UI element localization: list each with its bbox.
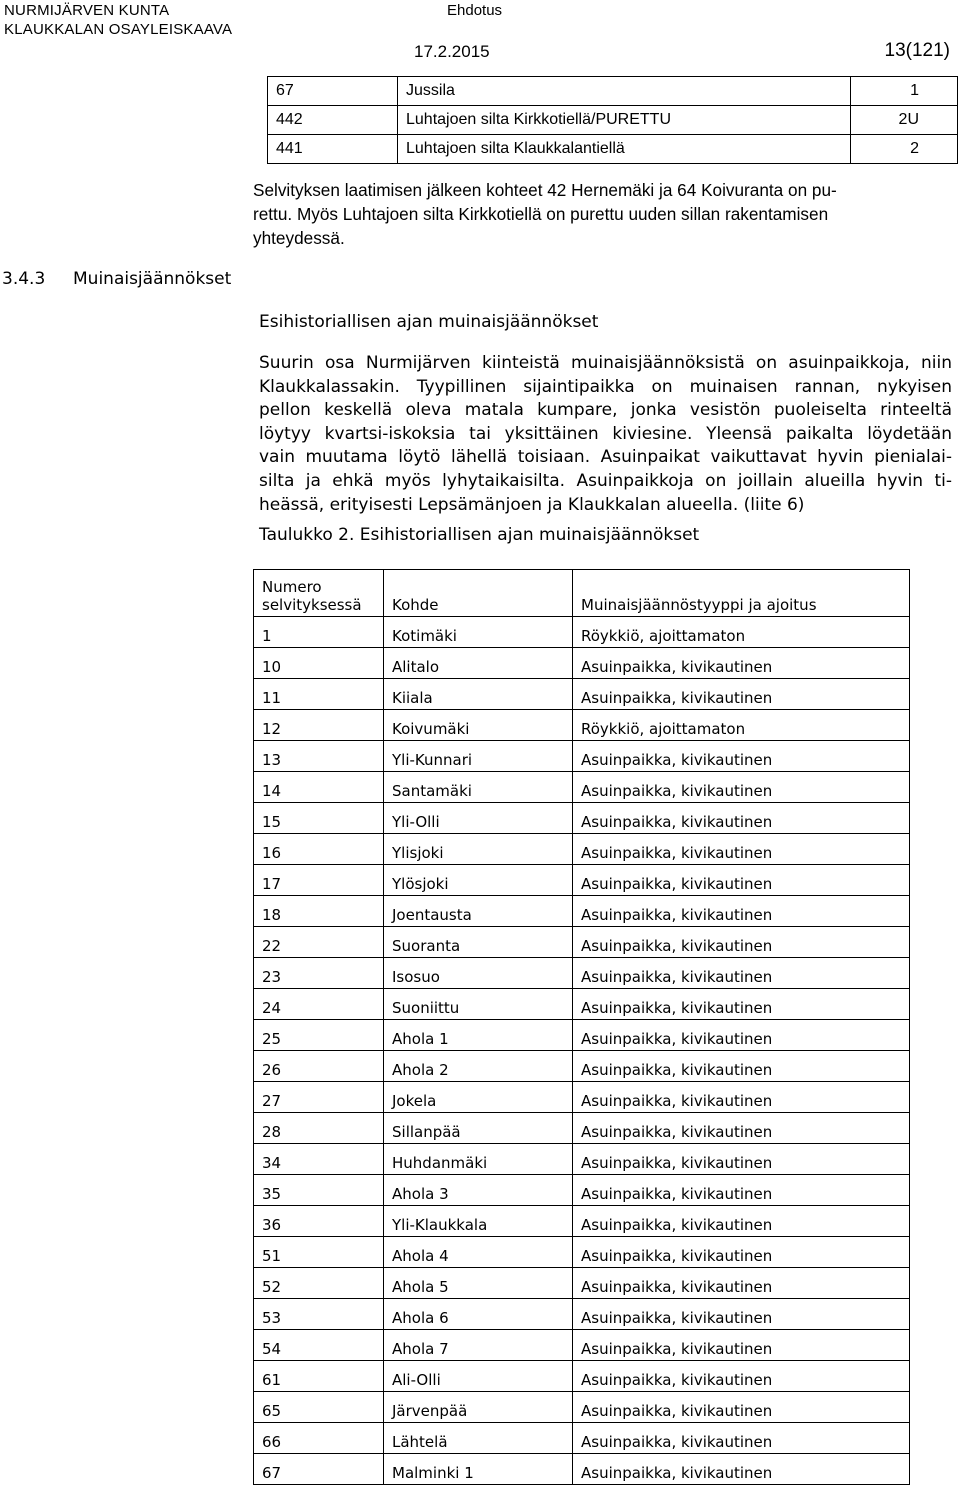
table-row [254, 710, 910, 741]
cell-site: Alitalo [384, 648, 573, 679]
cell-site: Ahola 5 [384, 1268, 573, 1299]
table-row [254, 1392, 910, 1423]
cell-type: Asuinpaikka, kivikautinen [573, 989, 910, 1020]
table-row [254, 679, 910, 710]
table-row [254, 834, 910, 865]
table-row [254, 803, 910, 834]
cell-type: Asuinpaikka, kivikautinen [573, 896, 910, 927]
cell-type: Asuinpaikka, kivikautinen [573, 1237, 910, 1268]
intro-line: rettu. Myös Luhtajoen silta Kirkkotiellä on purettu uuden sillan rakentamisen [253, 204, 829, 224]
cell-number: 34 [254, 1144, 384, 1175]
table-header-row [254, 570, 910, 617]
table-row [254, 1423, 910, 1454]
intro-line: yhteydessä. [253, 228, 345, 248]
table-row [254, 1361, 910, 1392]
table-row [254, 1144, 910, 1175]
cell-site: Ahola 3 [384, 1175, 573, 1206]
body-line: Suurin osa Nurmijärven kiinteistä muinaisjäännöksistä on asuinpaikkoja, niin [259, 353, 952, 373]
cell-number: 441 [268, 135, 398, 164]
cell-number: 27 [254, 1082, 384, 1113]
cell-site: Ylösjoki [384, 865, 573, 896]
cell-site: Lähtelä [384, 1423, 573, 1454]
cell-type: Asuinpaikka, kivikautinen [573, 1206, 910, 1237]
cell-site: Ahola 6 [384, 1299, 573, 1330]
table-row [254, 1020, 910, 1051]
table-row [254, 1454, 910, 1485]
cell-site: Jokela [384, 1082, 573, 1113]
header-site: Kohde [384, 570, 573, 617]
cell-site: Ahola 4 [384, 1237, 573, 1268]
body-line: pellon keskellä oleva matala kumpare, jonka vesistön puoleiselta rinteeltä [259, 400, 952, 421]
body-line: silta ja ehkä myös lyhytaikaisilta. Asuinpaikkoja on joillain alueilla hyvin ti- [259, 470, 952, 491]
cell-number: 14 [254, 772, 384, 803]
table-row [268, 135, 958, 164]
cell-type: Asuinpaikka, kivikautinen [573, 803, 910, 834]
cell-type: Asuinpaikka, kivikautinen [573, 1299, 910, 1330]
cell-number: 10 [254, 648, 384, 679]
cell-type: Asuinpaikka, kivikautinen [573, 1051, 910, 1082]
cell-type: Asuinpaikka, kivikautinen [573, 834, 910, 865]
cell-number: 53 [254, 1299, 384, 1330]
cell-site: Yli-Klaukkala [384, 1206, 573, 1237]
table-row [254, 865, 910, 896]
cell-name: Luhtajoen silta Klaukkalantiellä [398, 135, 851, 164]
cell-type: Asuinpaikka, kivikautinen [573, 772, 910, 803]
table-row [254, 648, 910, 679]
org-name-line1: NURMIJÄRVEN KUNTA [4, 2, 170, 19]
table-row [254, 1175, 910, 1206]
table-row [254, 989, 910, 1020]
table-row [254, 1330, 910, 1361]
table-row [254, 927, 910, 958]
cell-number: 28 [254, 1113, 384, 1144]
cell-site: Yli-Kunnari [384, 741, 573, 772]
cell-number: 67 [268, 77, 398, 106]
cell-number: 61 [254, 1361, 384, 1392]
cell-type: Asuinpaikka, kivikautinen [573, 1454, 910, 1485]
table-row [268, 106, 958, 135]
header-number-line1: Numero [262, 578, 322, 596]
cell-type: Asuinpaikka, kivikautinen [573, 1361, 910, 1392]
cell-site: Ahola 2 [384, 1051, 573, 1082]
cell-type: Asuinpaikka, kivikautinen [573, 1175, 910, 1206]
cell-site: Ahola 7 [384, 1330, 573, 1361]
cell-type: Asuinpaikka, kivikautinen [573, 1082, 910, 1113]
cell-number: 24 [254, 989, 384, 1020]
body-line: Klaukkalassakin. Tyypillinen sijaintipaikka on muinaisen rannan, nykyisen [259, 376, 952, 397]
section-title: Muinaisjäännökset [73, 269, 232, 289]
antiquities-table [253, 569, 910, 1485]
cell-number: 26 [254, 1051, 384, 1082]
cell-site: Suoniittu [384, 989, 573, 1020]
table-row [254, 958, 910, 989]
cell-type: Asuinpaikka, kivikautinen [573, 648, 910, 679]
document-date: 17.2.2015 [414, 42, 490, 61]
section-number: 3.4.3 [2, 269, 46, 289]
table-row [254, 1299, 910, 1330]
cell-site: Ahola 1 [384, 1020, 573, 1051]
table-row [268, 77, 958, 106]
table-row [254, 741, 910, 772]
header-type: Muinaisjäännöstyyppi ja ajoitus [573, 570, 910, 617]
header-number [254, 570, 384, 617]
table-row [254, 1206, 910, 1237]
table-row [254, 1113, 910, 1144]
cell-site: Huhdanmäki [384, 1144, 573, 1175]
cell-number: 25 [254, 1020, 384, 1051]
table-row [254, 1237, 910, 1268]
cell-type: Asuinpaikka, kivikautinen [573, 1268, 910, 1299]
table-row [254, 896, 910, 927]
cell-number: 15 [254, 803, 384, 834]
cell-type: Asuinpaikka, kivikautinen [573, 741, 910, 772]
cell-number: 18 [254, 896, 384, 927]
cell-number: 65 [254, 1392, 384, 1423]
body-paragraph [259, 352, 952, 517]
table-row [254, 1268, 910, 1299]
cell-type: Asuinpaikka, kivikautinen [573, 1113, 910, 1144]
cell-site: Koivumäki [384, 710, 573, 741]
table-row [254, 1082, 910, 1113]
subheading: Esihistoriallisen ajan muinaisjäännökset [259, 312, 599, 332]
cell-number: 13 [254, 741, 384, 772]
cell-type: Asuinpaikka, kivikautinen [573, 1020, 910, 1051]
cell-site: Joentausta [384, 896, 573, 927]
intro-paragraph [253, 178, 953, 250]
cell-value: 1 [851, 77, 958, 106]
cell-site: Ali-Olli [384, 1361, 573, 1392]
cell-number: 11 [254, 679, 384, 710]
cell-number: 35 [254, 1175, 384, 1206]
table-row [254, 617, 910, 648]
table-row [254, 1051, 910, 1082]
cell-number: 36 [254, 1206, 384, 1237]
cell-type: Asuinpaikka, kivikautinen [573, 1392, 910, 1423]
table-caption: Taulukko 2. Esihistoriallisen ajan muinaisjäännökset [259, 525, 700, 545]
body-line: heässä, erityisesti Lepsämänjoen ja Klaukkalan alueella. (liite 6) [259, 494, 805, 515]
cell-number: 17 [254, 865, 384, 896]
cell-site: Santamäki [384, 772, 573, 803]
cell-number: 67 [254, 1454, 384, 1485]
cell-type: Asuinpaikka, kivikautinen [573, 927, 910, 958]
cell-number: 54 [254, 1330, 384, 1361]
body-line: vain muutama löytö lähellä toisiaan. Asuinpaikat vaikuttavat hyvin pienialai- [259, 447, 952, 468]
cell-site: Malminki 1 [384, 1454, 573, 1485]
body-line: löytyy kvartsi-iskoksia tai yksittäinen kiviesine. Yleensä paikalta löydetään [259, 423, 952, 444]
cell-site: Ylisjoki [384, 834, 573, 865]
cell-number: 66 [254, 1423, 384, 1454]
cell-site: Kiiala [384, 679, 573, 710]
cell-number: 23 [254, 958, 384, 989]
document-status: Ehdotus [447, 2, 503, 19]
cell-number: 16 [254, 834, 384, 865]
cell-type: Asuinpaikka, kivikautinen [573, 1423, 910, 1454]
continued-table [267, 76, 958, 164]
cell-type: Röykkiö, ajoittamaton [573, 710, 910, 741]
page-number: 13(121) [884, 40, 950, 61]
cell-number: 1 [254, 617, 384, 648]
cell-number: 52 [254, 1268, 384, 1299]
cell-number: 22 [254, 927, 384, 958]
cell-site: Kotimäki [384, 617, 573, 648]
cell-type: Röykkiö, ajoittamaton [573, 617, 910, 648]
cell-site: Sillanpää [384, 1113, 573, 1144]
cell-name: Luhtajoen silta Kirkkotiellä/PURETTU [398, 106, 851, 135]
intro-line: Selvityksen laatimisen jälkeen kohteet 42 Hernemäki ja 64 Koivuranta on pu- [253, 180, 837, 200]
cell-value: 2 [851, 135, 958, 164]
org-name-line2: KLAUKKALAN OSAYLEISKAAVA [4, 21, 233, 38]
cell-value: 2U [851, 106, 958, 135]
cell-site: Yli-Olli [384, 803, 573, 834]
header-number-line2: selvityksessä [262, 596, 362, 614]
cell-type: Asuinpaikka, kivikautinen [573, 679, 910, 710]
cell-site: Isosuo [384, 958, 573, 989]
cell-type: Asuinpaikka, kivikautinen [573, 1330, 910, 1361]
cell-type: Asuinpaikka, kivikautinen [573, 1144, 910, 1175]
cell-site: Suoranta [384, 927, 573, 958]
table-row [254, 772, 910, 803]
cell-type: Asuinpaikka, kivikautinen [573, 865, 910, 896]
cell-type: Asuinpaikka, kivikautinen [573, 958, 910, 989]
cell-site: Järvenpää [384, 1392, 573, 1423]
cell-number: 442 [268, 106, 398, 135]
cell-name: Jussila [398, 77, 851, 106]
cell-number: 51 [254, 1237, 384, 1268]
cell-number: 12 [254, 710, 384, 741]
